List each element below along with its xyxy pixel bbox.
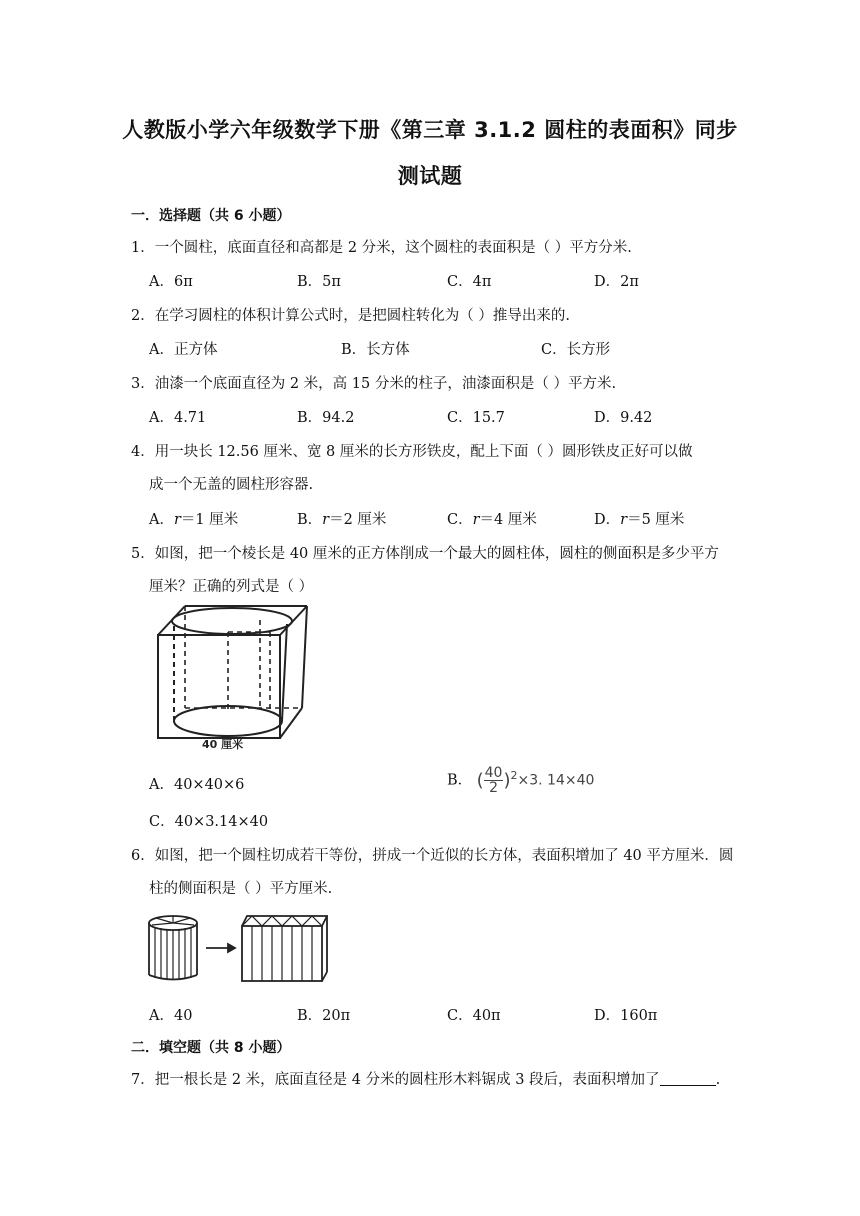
q3-option-b: B．94.2 — [297, 410, 355, 426]
section-heading-choice: 一．选择题（共 6 小题） — [131, 208, 291, 224]
q3-option-c: C．15.7 — [447, 410, 505, 426]
q5-option-b-prefix: B． — [447, 772, 473, 789]
q4-option-b: B．r＝2 厘米 — [297, 512, 387, 528]
q6-option-c: C．40π — [447, 1008, 501, 1024]
cylinder-to-cuboid-figure — [146, 912, 328, 984]
question-1-text: 1．一个圆柱，底面直径和高都是 2 分米，这个圆柱的表面积是（ ）平方分米. — [131, 240, 632, 256]
q6-option-b: B．20π — [297, 1008, 351, 1024]
q5-option-b-fraction: $\frac{40}{2}$ — [484, 765, 503, 796]
answer-blank — [660, 1071, 716, 1086]
q6-option-a: A．40 — [149, 1008, 193, 1024]
q4-option-c: C．r＝4 厘米 — [447, 512, 537, 528]
question-3-text: 3．油漆一个底面直径为 2 米，高 15 分米的柱子，油漆面积是（ ）平方米. — [131, 376, 617, 392]
question-4-text-line-1: 4．用一块长 12.56 厘米、宽 8 厘米的长方形铁皮，配上下面（ ）圆形铁皮正好可以做 — [131, 444, 693, 460]
q3-option-d: D．9.42 — [594, 410, 653, 426]
q2-option-c: C．长方形 — [541, 342, 611, 358]
question-7-text: 7．把一根长是 2 米，底面直径是 4 分米的圆柱形木料锯成 3 段后，表面积增加了 . — [131, 1072, 721, 1088]
q3-option-a: A．4.71 — [149, 410, 207, 426]
cube-cylinder-figure — [150, 602, 315, 752]
cube-edge-label: 40 厘米 — [202, 738, 244, 751]
question-4-text-line-2: 成一个无盖的圆柱形容器. — [149, 477, 314, 493]
q1-option-c: C．4π — [447, 274, 492, 290]
q2-option-b: B．长方体 — [341, 342, 410, 358]
question-5-text-line-2: 厘米？正确的列式是（ ） — [149, 579, 314, 595]
q5-option-c: C．40×3.14×40 — [149, 814, 269, 830]
document-title-line-1: 人教版小学六年级数学下册《第三章 3.1.2 圆柱的表面积》同步 — [122, 118, 738, 142]
document-title-line-2: 测试题 — [397, 164, 463, 188]
q6-option-d: D．160π — [594, 1008, 658, 1024]
q4-option-a: A．r＝1 厘米 — [149, 512, 239, 528]
question-2-text: 2．在学习圆柱的体积计算公式时，是把圆柱转化为（ ）推导出来的. — [131, 308, 570, 324]
q5-option-a: A．40×40×6 — [149, 777, 245, 793]
section-heading-fill-in: 二．填空题（共 8 小题） — [131, 1040, 291, 1056]
question-6-text-line-2: 柱的侧面积是（ ）平方厘米. — [149, 881, 333, 897]
question-5-text-line-1: 5．如图，把一个棱长是 40 厘米的正方体削成一个最大的圆柱体，圆柱的侧面积是多少平方 — [131, 546, 719, 562]
q2-option-a: A．正方体 — [149, 342, 218, 358]
question-6-text-line-1: 6．如图，把一个圆柱切成若干等份，拼成一个近似的长方体，表面积增加了 40 平方厘米．圆 — [131, 848, 734, 864]
q4-option-d: D．r＝5 厘米 — [594, 512, 685, 528]
q1-option-a: A．6π — [149, 274, 193, 290]
q1-option-b: B．5π — [297, 274, 341, 290]
q5-option-b: B． ( $\frac{40}{2}$ )$^2$×3. 14×40 — [447, 765, 595, 796]
q1-option-d: D．2π — [594, 274, 639, 290]
